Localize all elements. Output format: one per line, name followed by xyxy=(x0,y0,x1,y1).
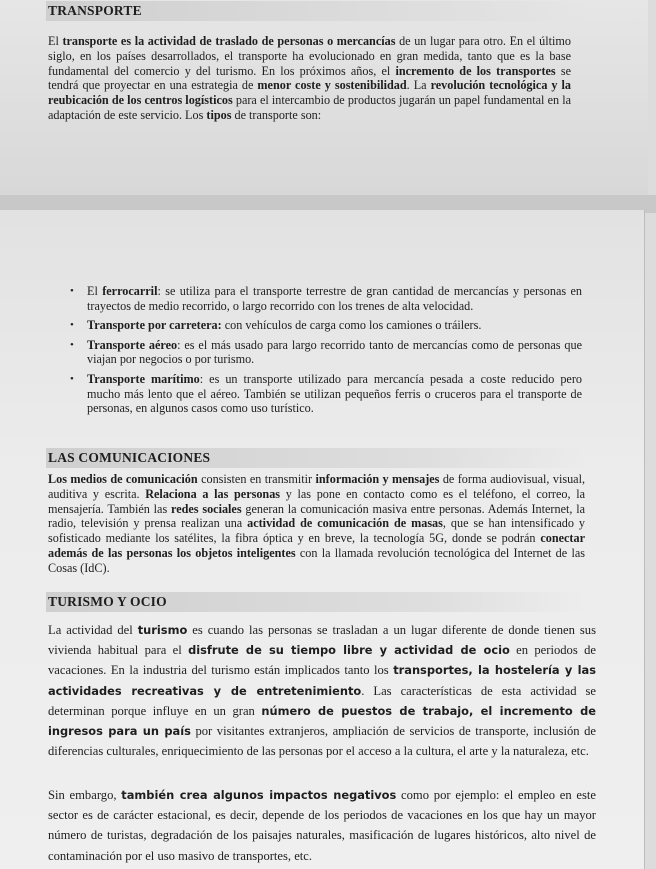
heading-turismo: TURISMO Y OCIO xyxy=(46,592,586,612)
bold-text: Transporte aéreo xyxy=(87,337,178,352)
bold-text: turismo xyxy=(137,623,188,637)
text: en periodos de vacaciones. En la industria del turismo están implicados tanto los xyxy=(48,643,596,678)
text: se tendrá que proyectar en una estrategia de xyxy=(48,63,572,93)
text: de transporte son: xyxy=(231,107,322,122)
paragraph-turismo-2 xyxy=(48,785,596,866)
text: La actividad del xyxy=(48,623,138,637)
text: y las pone en contacto como es el teléfono, el correo, la mensajería. También las xyxy=(48,486,585,516)
bold-text: transportes, la hostelería y las actividades recreativas y de entretenimiento xyxy=(48,663,596,698)
bold-text: transporte es la actividad de traslado de personas o mercancías xyxy=(62,34,396,48)
bold-text: Relaciona a las personas xyxy=(145,486,281,501)
bold-text: menor coste y sostenibilidad xyxy=(257,78,407,93)
bold-text: Transporte marítimo xyxy=(87,371,200,386)
text: . La xyxy=(406,78,431,93)
list-item xyxy=(70,318,582,333)
bold-text: redes sociales xyxy=(171,501,242,516)
text: de un lugar para otro. En el último siglo, en los países desarrollados, el transporte ha evolucionado en gran medida, tanto que es la base fundamental del comercio y del turismo. En los próximos años, el xyxy=(48,34,571,78)
bold-text: información y mensajes xyxy=(315,472,440,486)
list-item xyxy=(70,338,582,367)
text: con vehículos de carga como los camiones o tráilers. xyxy=(221,318,482,333)
heading-transporte: TRANSPORTE xyxy=(46,1,586,21)
text: , que se han intensificado y sofisticado mediante los satélites, la fibra óptica y en breve, la tecnología 5G, donde se podrán xyxy=(48,516,585,546)
text: con la llamada revolución tecnológica del Internet de las Cosas (IdC). xyxy=(48,545,585,575)
bold-text: también crea algunos impactos negativos xyxy=(121,788,397,802)
list-item xyxy=(70,372,582,416)
bold-text: actividad de comunicación de masas xyxy=(247,516,443,531)
text: generan la comunicación masiva entre personas. Además Internet, la radio, televisión y prensa realizan una xyxy=(48,501,586,531)
text: : es el más usado para largo recorrido tanto de mercancías como de personas que viajan por negocios o por turismo. xyxy=(87,337,582,367)
list-item xyxy=(70,284,582,313)
paragraph-transporte-intro xyxy=(48,34,571,123)
bold-text: Los medios de comunicación xyxy=(48,472,198,486)
text: consisten en transmitir xyxy=(197,472,316,486)
bold-text: incremento de los transportes xyxy=(395,63,556,78)
text: El xyxy=(87,284,103,298)
bold-text: tipos xyxy=(206,107,232,122)
bold-text: disfrute de su tiempo libre y actividad de ocio xyxy=(188,643,510,658)
transport-types-list xyxy=(70,284,582,421)
text: : se utiliza para el transporte terrestre de gran cantidad de mercancías y personas en trayectos de medio recorrido, o largo recorrido con los trenes de alta velocidad. xyxy=(87,284,582,313)
text: para el intercambio de productos jugarán un papel fundamental en la adaptación de este servicio. Los xyxy=(48,93,571,122)
bold-text: revolución tecnológica y la reubicación de los centros logísticos xyxy=(48,78,571,108)
bold-text: conectar además de las personas los objetos inteligentes xyxy=(48,531,585,560)
heading-comunicaciones: LAS COMUNICACIONES xyxy=(46,448,586,468)
text: . Las características de esta actividad se determinan porque influye en un gran xyxy=(48,683,596,718)
paragraph-turismo-1 xyxy=(48,620,596,761)
bold-text: ferrocarril xyxy=(102,284,158,298)
bold-text: número de puestos de trabajo, el incremento de ingresos para un país xyxy=(48,703,596,739)
text: Sin embargo, xyxy=(48,788,122,802)
text: : es un transporte utilizado para mercancía pesada a coste reducido pero mucho más lento que el aéreo. También se utilizan pequeños ferris o cruceros para el transporte de personas, en algunos casos como uso turístico. xyxy=(87,371,582,416)
text: es cuando las personas se trasladan a un lugar diferente de donde tienen sus vivienda habitual para el xyxy=(48,623,596,658)
text: de forma audiovisual, visual, auditiva y escrita. xyxy=(48,472,586,501)
bold-text: Transporte por carretera: xyxy=(87,318,222,333)
text: El xyxy=(48,34,63,48)
text: por visitantes extranjeros, ampliación de servicios de transporte, inclusión de diferencias culturales, enriquecimiento de las personas por el acceso a la cultura, el arte y la naturaleza, etc. xyxy=(48,724,596,759)
text: como por ejemplo: el empleo en este sector es de carácter estacional, es decir, depende de los periodos de vacaciones en los que hay un mayor número de turistas, degradación de los paisajes naturales, masificación de lugares históricos, alto nivel de contaminación por el uso masivo de transportes, etc. xyxy=(48,788,597,863)
paragraph-comunicaciones xyxy=(48,472,585,576)
